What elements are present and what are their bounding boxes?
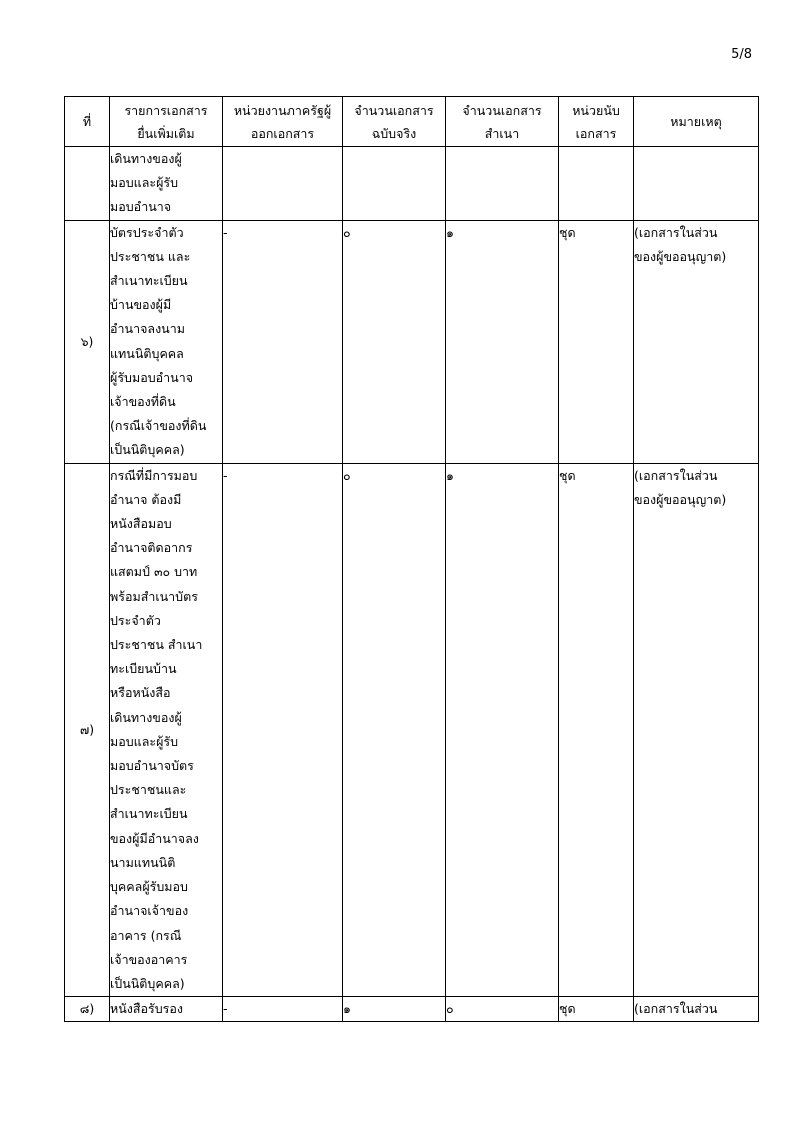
document-name-line: ประชาชน สำเนา [110,637,203,653]
original-count: ๑ [343,997,446,1022]
document-name-line: สำเนาทะเบียน [110,273,188,289]
document-name-line: อำนาจลงนาม [110,321,185,337]
document-name-line: มอบและผู้รับ [110,175,179,191]
table-row [65,463,759,996]
original-count [343,147,446,221]
header-issuing-agency: หน่วยงานภาครัฐผู้ ออกเอกสาร [223,97,343,147]
document-unit: ชุด [559,997,634,1022]
remark-line: (เอกสารในส่วน [634,224,718,240]
header-copy-count: จำนวนเอกสาร สำเนา [446,97,559,147]
copy-count [446,147,559,221]
row-number: ๗) [65,463,110,996]
document-name-line: ประชาชนและ [110,782,187,798]
document-name-line: เจ้าของที่ดิน [110,394,176,410]
document-name-line: หรือหนังสือ [110,685,171,701]
copy-count: ๐ [446,997,559,1022]
document-name-line: หนังสือรับรอง [110,1001,183,1017]
row-number [65,147,110,221]
remark [634,997,759,1022]
document-name-line: เป็นนิติบุคคล) [110,975,185,991]
remark-line: ของผู้ขออนุญาต) [634,248,727,264]
document-name-line: เจ้าของอาคาร [110,951,188,967]
document-name-line: หนังสือมอบ [110,516,172,532]
document-name-line: ของผู้มีอำนาจลง [110,830,199,846]
document-name-line: (กรณีเจ้าของที่ดิน [110,418,207,434]
document-unit: ชุด [559,463,634,996]
remark [634,220,759,463]
header-unit: หน่วยนับ เอกสาร [559,97,634,147]
document-unit [559,147,634,221]
document-name-line: ประจำตัว [110,612,161,628]
issuing-agency: - [223,463,343,996]
documents-table [64,96,759,1022]
remark-line: (เอกสารในส่วน [634,1001,718,1017]
document-name-line: มอบอำนาจบัตร [110,758,194,774]
document-name-line: อำนาจ ต้องมี [110,491,182,507]
document-unit: ชุด [559,220,634,463]
document-name-line: เดินทางของผู้ [110,151,182,166]
header-remark: หมายเหตุ [634,97,759,147]
document-name-line: พร้อมสำเนาบัตร [110,588,198,604]
issuing-agency [223,147,343,221]
document-name [110,147,223,221]
remark [634,463,759,996]
document-name-line: ผู้รับมอบอำนาจ [110,369,194,385]
document-name-line: บ้านของผู้มี [110,297,172,313]
document-name-line: นามแทนนิติ [110,854,176,870]
copy-count: ๑ [446,220,559,463]
issuing-agency: - [223,997,343,1022]
row-number: ๖) [65,220,110,463]
document-name-line: ประชาชน และ [110,248,191,264]
issuing-agency: - [223,220,343,463]
document-name-line: แสตมป์ ๓๐ บาท [110,564,198,580]
document-name-line: แทนนิติบุคคล [110,345,184,361]
document-name-line: อำนาจติดอากร [110,540,193,556]
document-name-line: มอบอำนาจ [110,199,172,215]
document-name-line: อาคาร (กรณี [110,927,182,943]
document-name [110,463,223,996]
document-name-line: กรณีที่มีการมอบ [110,467,198,483]
document-name-line: สำเนาทะเบียน [110,806,188,822]
header-no: ที่ [65,97,110,147]
document-name-line: บุคคลผู้รับมอบ [110,879,188,895]
document-name [110,997,223,1022]
table-row [65,147,759,221]
header-document-list: รายการเอกสาร ยื่นเพิ่มเติม [110,97,223,147]
document-name-line: เป็นนิติบุคคล) [110,442,185,458]
table-header-row [65,97,759,147]
copy-count: ๑ [446,463,559,996]
table-row [65,220,759,463]
original-count: ๐ [343,220,446,463]
document-name-line: อำนาจเจ้าของ [110,903,189,919]
remark-line: ของผู้ขออนุญาต) [634,491,727,507]
remark-line: (เอกสารในส่วน [634,467,718,483]
document-name-line: เดินทางของผู้ [110,709,182,725]
row-number: ๘) [65,997,110,1022]
original-count: ๐ [343,463,446,996]
document-name [110,220,223,463]
document-name-line: บัตรประจำตัว [110,224,184,240]
table-row [65,997,759,1022]
header-original-count: จำนวนเอกสาร ฉบับจริง [343,97,446,147]
document-name-line: มอบและผู้รับ [110,733,179,749]
document-name-line: ทะเบียนบ้าน [110,661,177,677]
remark [634,147,759,221]
page-number: 5/8 [731,47,752,62]
